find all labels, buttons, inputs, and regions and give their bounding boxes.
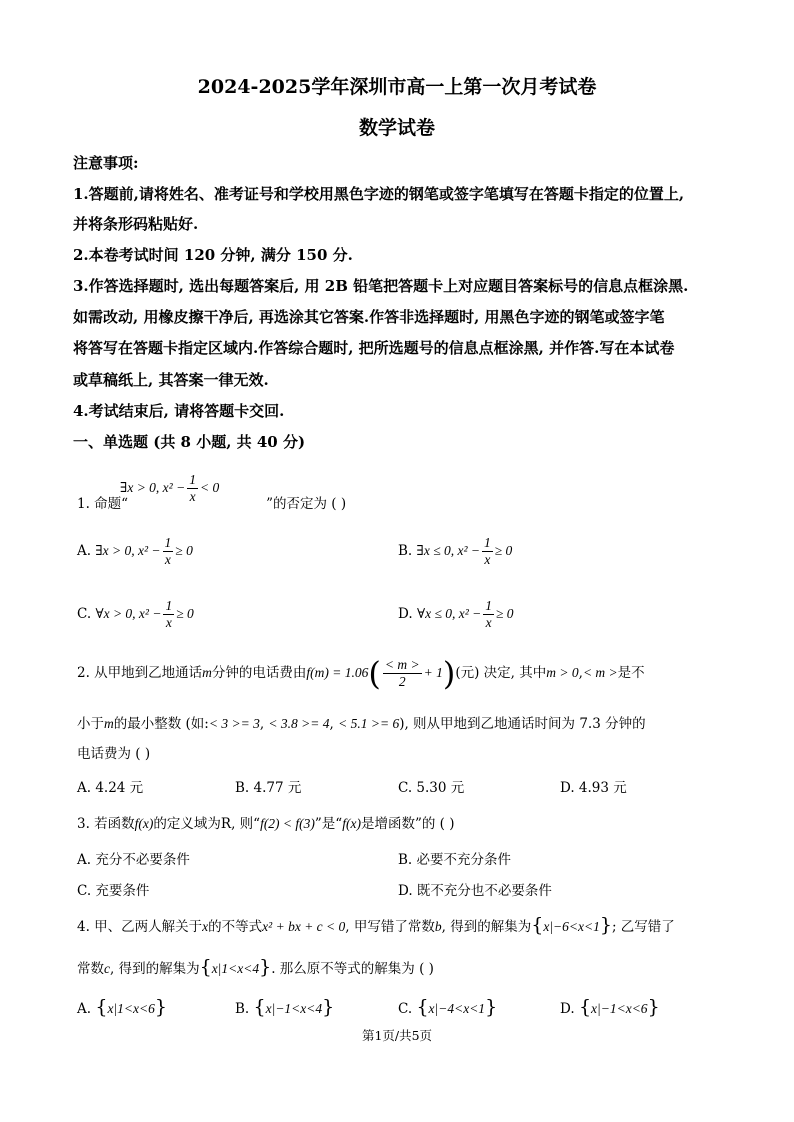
q4-option-b[interactable]: B. {x|−1<x<4} (235, 996, 335, 1018)
q1-option-d[interactable]: D. ∀x ≤ 0, x² − $\frac{1}{x}$ ≥ 0 (398, 598, 514, 630)
q4-stem: 4. 甲、乙两人解关于x的不等式x² + bx + c < 0, 甲写错了常数b, 得到的解集为{x|−6<x<1}; 乙写错了 (77, 914, 675, 936)
q2-stem: 2. 从甲地到乙地通话m分钟的电话费由f(m) = 1.06( $\frac{< m >}{2}$ + 1)(元) 决定, 其中m > 0,< m >是不 (77, 654, 645, 693)
notice-line: 或草稿纸上, 其答案一律无效. (73, 371, 269, 389)
notice-heading: 注意事项: (73, 154, 139, 172)
q3-option-b[interactable]: B. 必要不充分条件 (398, 852, 512, 868)
notice-line: 3.作答选择题时, 选出每题答案后, 用 2B 铅笔把答题卡上对应题目答案标号的信息点框涂黑. (73, 277, 689, 295)
page-footer: 第1页/共5页 (361, 1028, 433, 1043)
q3-option-d[interactable]: D. 既不充分也不必要条件 (398, 883, 552, 899)
q2-option-d[interactable]: D. 4.93 元 (560, 780, 627, 796)
page-subtitle: 数学试卷 (358, 117, 435, 139)
q1-option-a[interactable]: A. ∃x > 0, x² − $\frac{1}{x}$ ≥ 0 (77, 535, 193, 567)
q2-option-c[interactable]: C. 5.30 元 (398, 780, 465, 796)
q4-option-a[interactable]: A. {x|1<x<6} (77, 996, 167, 1018)
q2-stem-line2: 小于m的最小整数 (如:< 3 >= 3, < 3.8 >= 4, < 5.1 >= 6), 则从甲地到乙地通话时间为 7.3 分钟的 (77, 716, 646, 732)
notice-line: 并将条形码粘贴好. (73, 215, 199, 233)
notice-line: 2.本卷考试时间 120 分钟, 满分 150 分. (73, 246, 353, 264)
page-title: 2024-2025学年深圳市高一上第一次月考试卷 (197, 76, 597, 98)
q3-option-a[interactable]: A. 充分不必要条件 (77, 852, 190, 868)
notice-line: 如需改动, 用橡皮擦干净后, 再选涂其它答案.作答非选择题时, 用黑色字迹的钢笔或签字笔 (73, 308, 665, 326)
notice-line: 4.考试结束后, 请将答题卡交回. (73, 402, 285, 420)
q4-option-c[interactable]: C. {x|−4<x<1} (398, 996, 498, 1018)
q3-stem: 3. 若函数f(x)的定义域为R, 则“f(2) < f(3)”是“f(x)是增函数”的 ( ) (77, 816, 455, 832)
q2-option-b[interactable]: B. 4.77 元 (235, 780, 302, 796)
q4-stem-line2: 常数c, 得到的解集为{x|1<x<4}. 那么原不等式的解集为 ( ) (77, 956, 434, 978)
notice-line: 1.答题前,请将姓名、准考证号和学校用黑色字迹的钢笔或签字笔填写在答题卡指定的位置上, (73, 185, 685, 203)
q3-option-c[interactable]: C. 充要条件 (77, 883, 150, 899)
q1-stem: 1. 命题“ ”的否定为 ( ) (77, 496, 347, 512)
q4-option-d[interactable]: D. {x|−1<x<6} (560, 996, 660, 1018)
q1-option-c[interactable]: C. ∀x > 0, x² − $\frac{1}{x}$ ≥ 0 (77, 598, 194, 630)
q1-proposition: ∃x > 0, x² − $\frac{1}{x}$ < 0 (120, 472, 220, 504)
notice-line: 将答写在答题卡指定区域内.作答综合题时, 把所选题号的信息点框涂黑, 并作答.写在本试卷 (73, 339, 675, 357)
q2-option-a[interactable]: A. 4.24 元 (77, 780, 144, 796)
q2-stem-line3: 电话费为 ( ) (77, 746, 151, 762)
section-heading: 一、单选题 (共 8 小题, 共 40 分) (73, 433, 306, 451)
q1-option-b[interactable]: B. ∃x ≤ 0, x² − $\frac{1}{x}$ ≥ 0 (398, 535, 513, 567)
